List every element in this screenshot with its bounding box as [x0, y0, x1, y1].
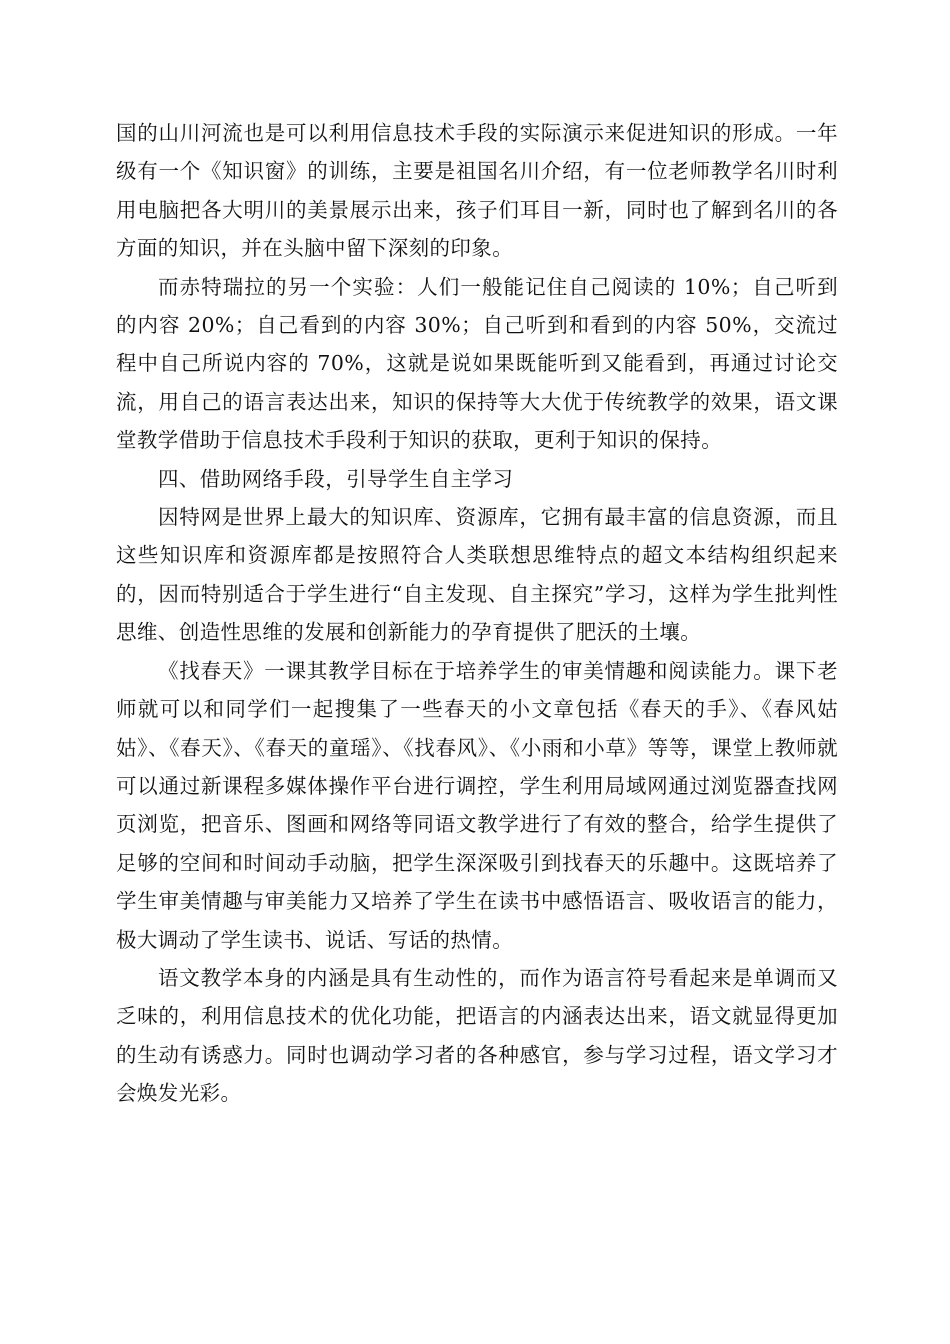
- paragraph-5: 语文教学本身的内涵是具有生动性的，而作为语言符号看起来是单调而又乏味的，利用信息技术的优化功能，把语言的内涵表达出来，语文就显得更加的生动有诱惑力。同时也调动学习者的各种感官，参与学习过程，语文学习才会焕发光彩。: [116, 965, 838, 1106]
- paragraph-2: 而赤特瑞拉的另一个实验：人们一般能记住自己阅读的 10%；自己听到的内容 20%；自己看到的内容 30%；自己听到和看到的内容 50%，交流过程中自己所说内容的 70%，这就是说如果既能听到又能看到，再通过讨论交流，用自己的语言表达出来，知识的保持等大大优于传统教学的效果，语文课堂教学借助于信息技术手段利于知识的获取，更利于知识的保持。: [116, 274, 838, 453]
- section-heading: 四、借助网络手段，引导学生自主学习: [158, 466, 514, 491]
- paragraph-3: 因特网是世界上最大的知识库、资源库，它拥有最丰富的信息资源，而且这些知识库和资源库都是按照符合人类联想思维特点的超文本结构组织起来的，因而特别适合于学生进行“自主发现、自主探究”学习，这样为学生批判性思维、创造性思维的发展和创新能力的孕育提供了肥沃的土壤。: [116, 505, 838, 645]
- body-text: [116, 114, 838, 1113]
- paragraph-1: 国的山川河流也是可以利用信息技术手段的实际演示来促进知识的形成。一年级有一个《知识窗》的训练，主要是祖国名川介绍，有一位老师教学名川时利用电脑把各大明川的美景展示出来，孩子们耳目一新，同时也了解到名川的各方面的知识，并在头脑中留下深刻的印象。: [116, 121, 838, 261]
- paragraph-4: 《找春天》一课其教学目标在于培养学生的审美情趣和阅读能力。课下老师就可以和同学们一起搜集了一些春天的小文章包括《春天的手》、《春风姑姑》、《春天》、《春天的童瑶》、《找春风》、《小雨和小草》等等，课堂上教师就可以通过新课程多媒体操作平台进行调控，学生利用局域网通过浏览器查找网页浏览，把音乐、图画和网络等同语文教学进行了有效的整合，给学生提供了足够的空间和时间动手动脑，把学生深深吸引到找春天的乐趣中。这既培养了学生审美情趣与审美能力又培养了学生在读书中感悟语言、吸收语言的能力，极大调动了学生读书、说话、写话的热情。: [116, 658, 838, 952]
